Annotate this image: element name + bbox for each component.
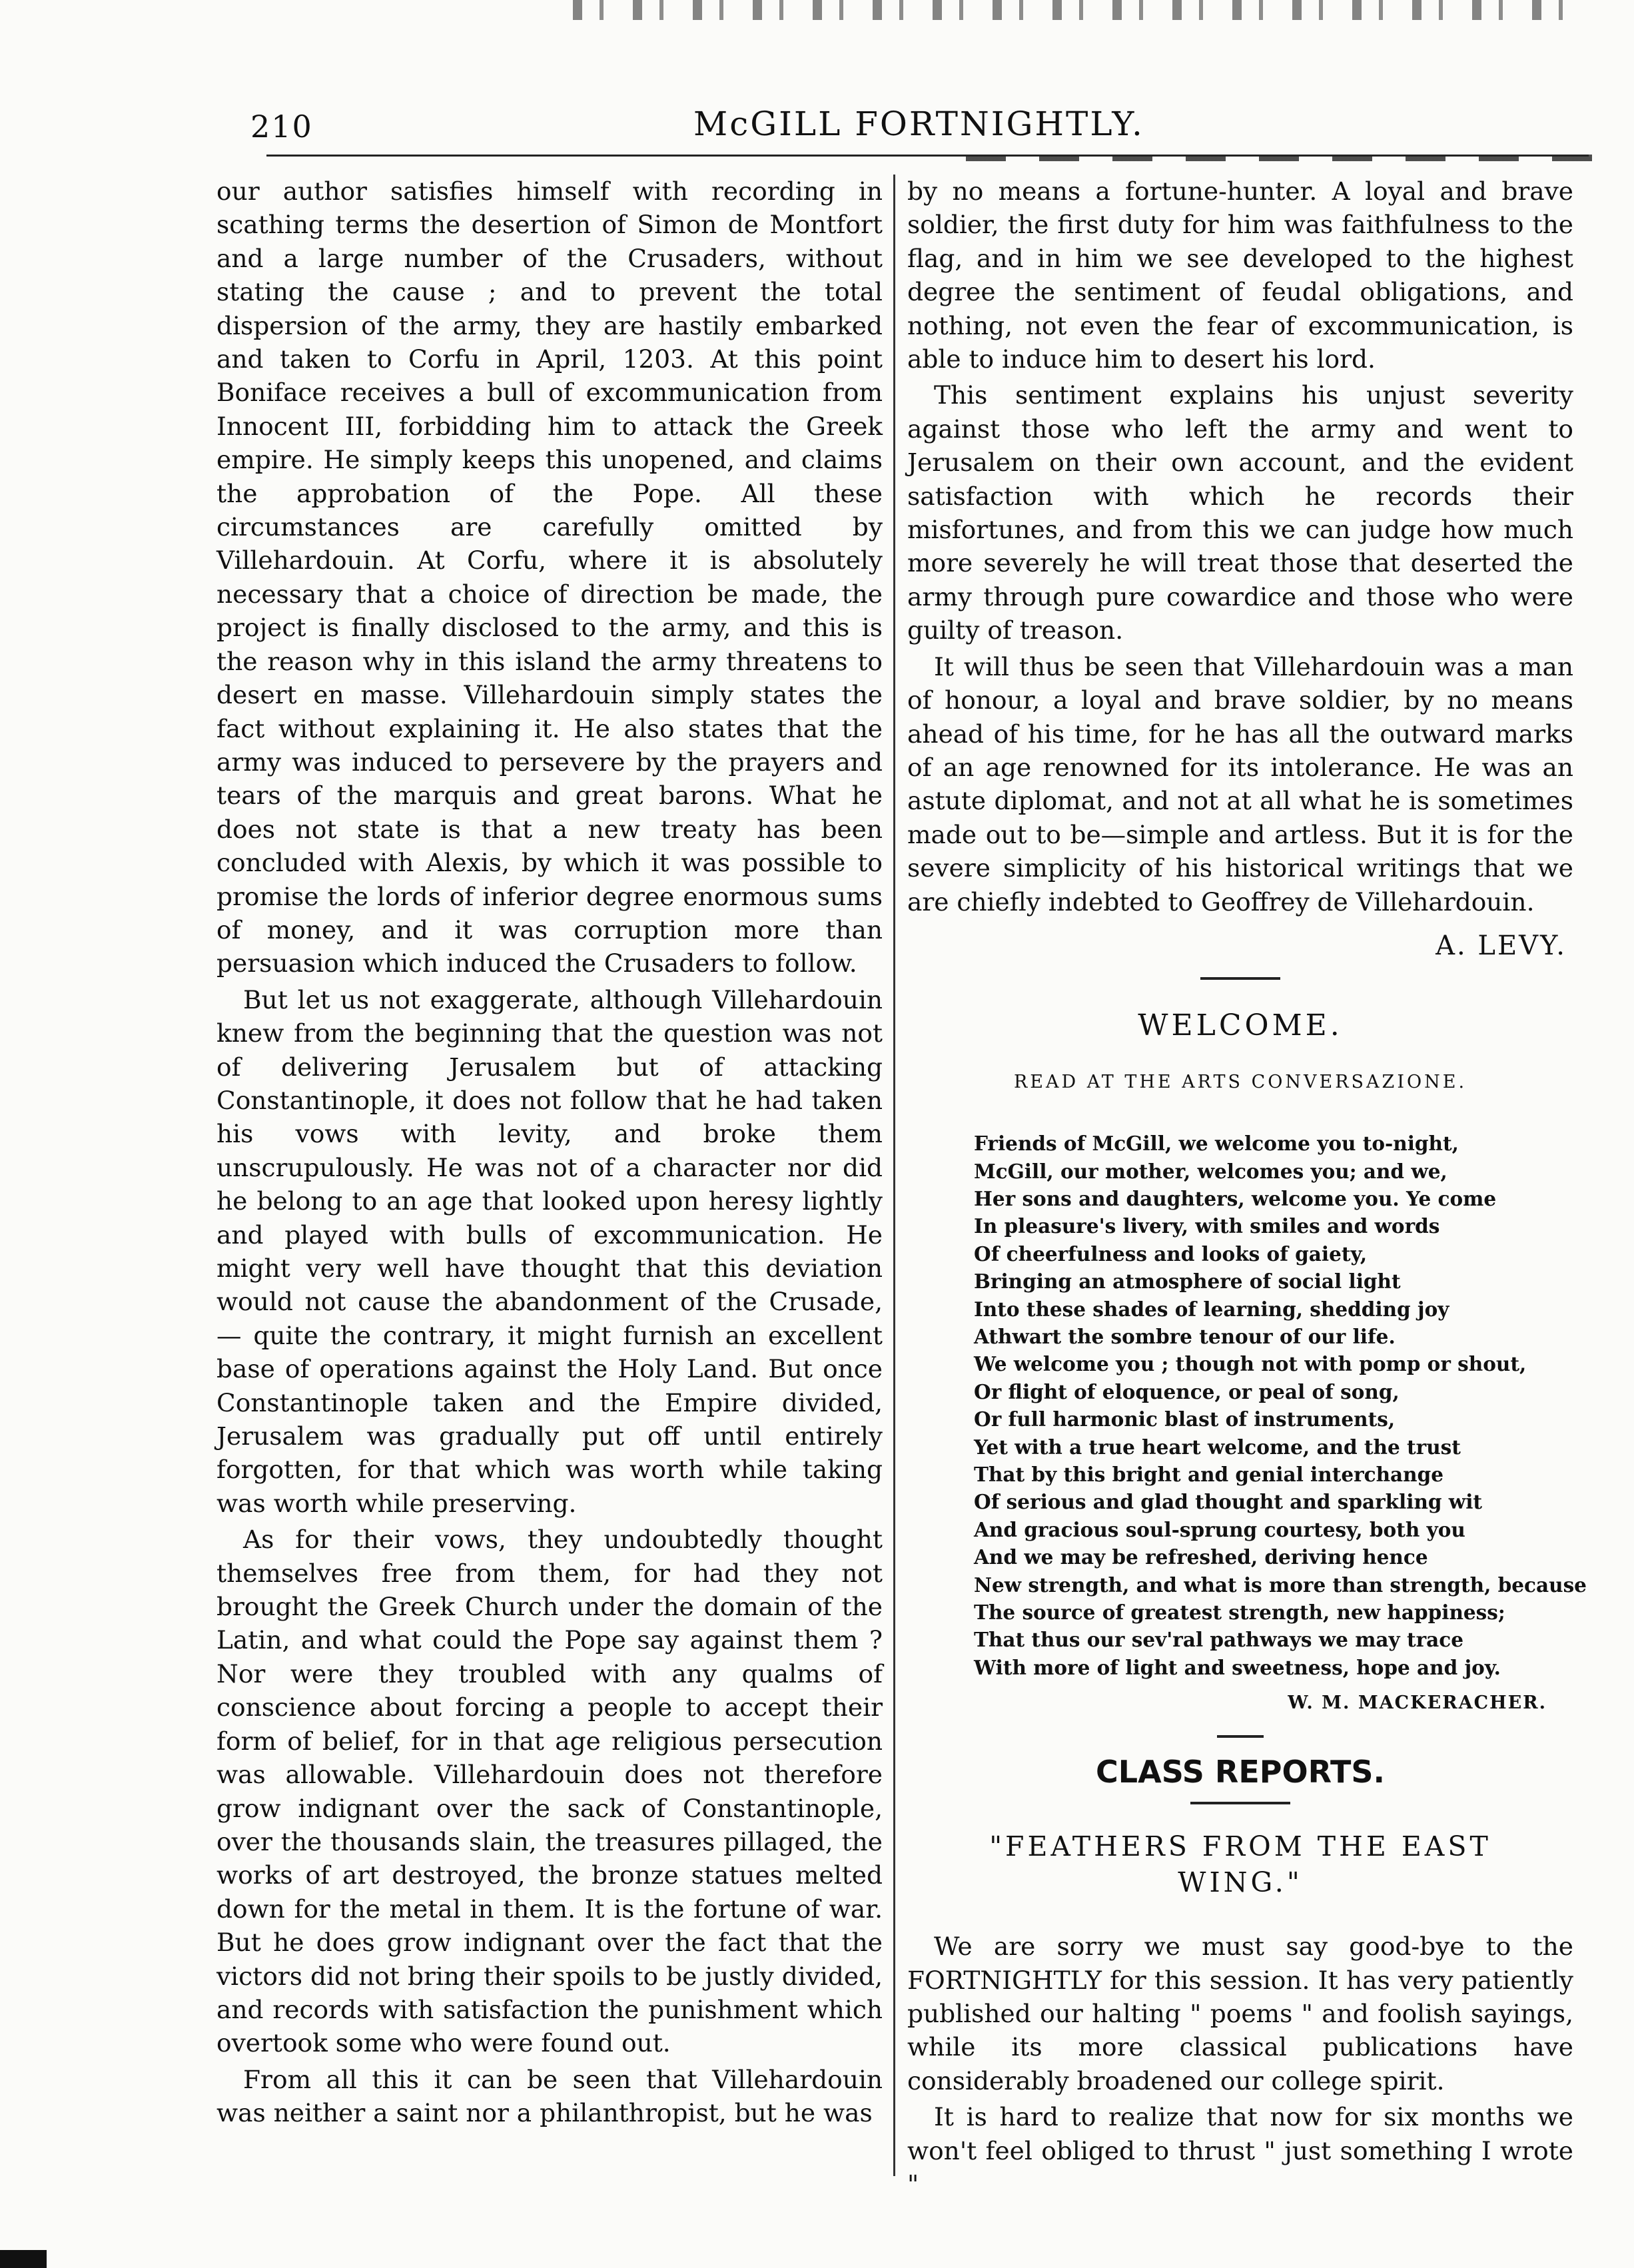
poem-line: McGill, our mother, welcomes you; and we,: [974, 1159, 1447, 1183]
poem-line: Of serious and glad thought and sparkling wit: [974, 1490, 1483, 1514]
poem-line: New strength, and what is more than strength, because: [974, 1573, 1587, 1597]
article-paragraph: It will thus be seen that Villehardouin was a man of honour, a loyal and brave soldier, by no means ahead of his time, for he has all the outward marks of an age renowned for its intolerance. He was an astute diplomat, and not at all what he is sometimes made out to be—simple and artless. But it is for the severe simplicity of his historical writings that we are chiefly indebted to Geoffrey de Villehardouin.: [907, 651, 1573, 917]
poem-line: Athwart the sombre tenour of our life.: [974, 1325, 1396, 1348]
heading-rule: [1190, 1802, 1290, 1804]
article-paragraph: our author satisfies himself with recording in scathing terms the desertion of Simon de Montfort and a large number of the Crusaders, without stating the cause ; and to prevent the total dispersion of the army, they are hastily embarked and taken to Corfu in April, 1203. At this point Boniface receives a bull of excommunication from Innocent III, forbidding him to attack the Greek empire. He simply keeps this unopened, and claims the approbation of the Pope. All these circumstances are carefully omitted by Villehardouin. At Corfu, where it is absolutely necessary that a choice of direction be made, the project is finally disclosed to the army, and this is the reason why in this island the army threatens to desert en masse. Villehardouin simply states the fact without explaining it. He also states that the army was induced to persevere by the prayers and tears of the marquis and great barons. What he does not state is that a new treaty has been concluded with Alexis, by which it was possible to promise the lords of inferior degree enormous sums of money, and it was corruption more than persuasion which induced the Crusaders to follow.: [216, 177, 883, 978]
article-paragraph: As for their vows, they undoubtedly thought themselves free from them, for had they not brought the Greek Church under the domain of the Latin, and what could the Pope say against them ? Nor were they troubled with any qualms of conscience about forcing a people to accept their form of belief, for in that age religious persecution was allowable. Villehardouin does not therefore grow indignant over the sack of Constantinople, over the thousands slain, the treasures pillaged, the works of art destroyed, the bronze statues melted down for the metal in them. It is the fortune of war. But he does grow indignant over the fact that the victors did not bring their spoils to be justly divided, and records with satisfaction the punishment which overtook some who were found out.: [216, 1525, 883, 2058]
poem-line: Bringing an atmosphere of social light: [974, 1270, 1401, 1294]
poem-line: And we may be refreshed, deriving hence: [974, 1545, 1428, 1569]
section-divider: [1217, 1735, 1264, 1738]
poem-line: That thus our sev'ral pathways we may trace: [974, 1628, 1463, 1652]
poem-line: And gracious soul-sprung courtesy, both you: [974, 1517, 1465, 1541]
section-heading: CLASS REPORTS.: [1096, 1753, 1385, 1790]
left-column: [216, 175, 883, 2133]
page-number: 210: [250, 109, 313, 145]
poem-line: Yet with a true heart welcome, and the trust: [974, 1435, 1461, 1459]
poem-title: WELCOME.: [1138, 1008, 1343, 1043]
article-paragraph: From all this it can be seen that Villehardouin was neither a saint nor a philanthropist, but he was: [216, 2064, 883, 2128]
poem-line: Her sons and daughters, welcome you. Ye come: [974, 1186, 1497, 1210]
subsection-heading: "FEATHERS FROM THE EAST WING.": [989, 1830, 1491, 1899]
scan-artifact: [573, 0, 1585, 20]
scan-edge-mark: [0, 2250, 47, 2268]
poem-line: Friends of McGill, we welcome you to-night,: [974, 1132, 1459, 1156]
poem-line: The source of greatest strength, new happiness;: [974, 1601, 1505, 1625]
article-paragraph: It is hard to realize that now for six months we won't feel obliged to thrust " just something I wrote ": [907, 2102, 1573, 2199]
poem-line: In pleasure's livery, with smiles and words: [974, 1214, 1440, 1238]
poem-subtitle: READ AT THE ARTS CONVERSAZIONE.: [1013, 1071, 1467, 1092]
poem-line: With more of light and sweetness, hope and joy.: [974, 1655, 1501, 1679]
section-divider: [1200, 977, 1280, 980]
column-divider: [893, 175, 895, 2176]
poem-line: That by this bright and genial interchange: [974, 1463, 1444, 1487]
poem-line: Or full harmonic blast of instruments,: [974, 1407, 1396, 1431]
poem-line: Or flight of eloquence, or peal of song,: [974, 1379, 1400, 1403]
article-paragraph: But let us not exaggerate, although Villehardouin knew from the beginning that the question was not of delivering Jerusalem but of attacking Constantinople, it does not follow that he had taken his vows with levity, and broke them unscrupulously. He was not of a character nor did he belong to an age that looked upon heresy lightly and played with bulls of excommunication. He might very well have thought that this deviation would not cause the abandonment of the Crusade, — quite the contrary, it might furnish an excellent base of operations against the Holy Land. But once Constantinople taken and the Empire divided, Jerusalem was gradually put off until entirely forgotten, for that which was worth while taking was worth while preserving.: [216, 984, 883, 1518]
poem-line: Of cheerfulness and looks of gaiety,: [974, 1242, 1368, 1266]
article-signature: A. LEVY.: [1435, 930, 1567, 961]
running-header-title: McGILL FORTNIGHTLY.: [693, 105, 1144, 143]
poem-body: [974, 1130, 1587, 1681]
poem-line: Into these shades of learning, shedding joy: [974, 1297, 1449, 1321]
right-column: [907, 175, 1587, 2203]
poem-line: We welcome you ; though not with pomp or shout,: [974, 1352, 1527, 1376]
article-paragraph: We are sorry we must say good-bye to the FORTNIGHTLY for this session. It has very patiently published our halting " poems " and foolish sayings, while its more classical publications have considerably broadened our college spirit.: [907, 1932, 1573, 2095]
header-rule-artifact: [966, 155, 1599, 161]
article-paragraph: by no means a fortune-hunter. A loyal and brave soldier, the first duty for him was faithfulness to the flag, and in him we see developed to the highest degree the sentiment of feudal obligations, and nothing, not even the fear of excommunication, is able to induce him to desert his lord.: [907, 177, 1573, 374]
poem-author: W. M. MACKERACHER.: [1288, 1693, 1547, 1714]
article-paragraph: This sentiment explains his unjust severity against those who left the army and went to Jerusalem on their own account, and the evident satisfaction with which he records their misfortunes, and from this we can judge how much more severely he will treat those that deserted the army through pure cowardice and those who were guilty of treason.: [907, 380, 1573, 645]
